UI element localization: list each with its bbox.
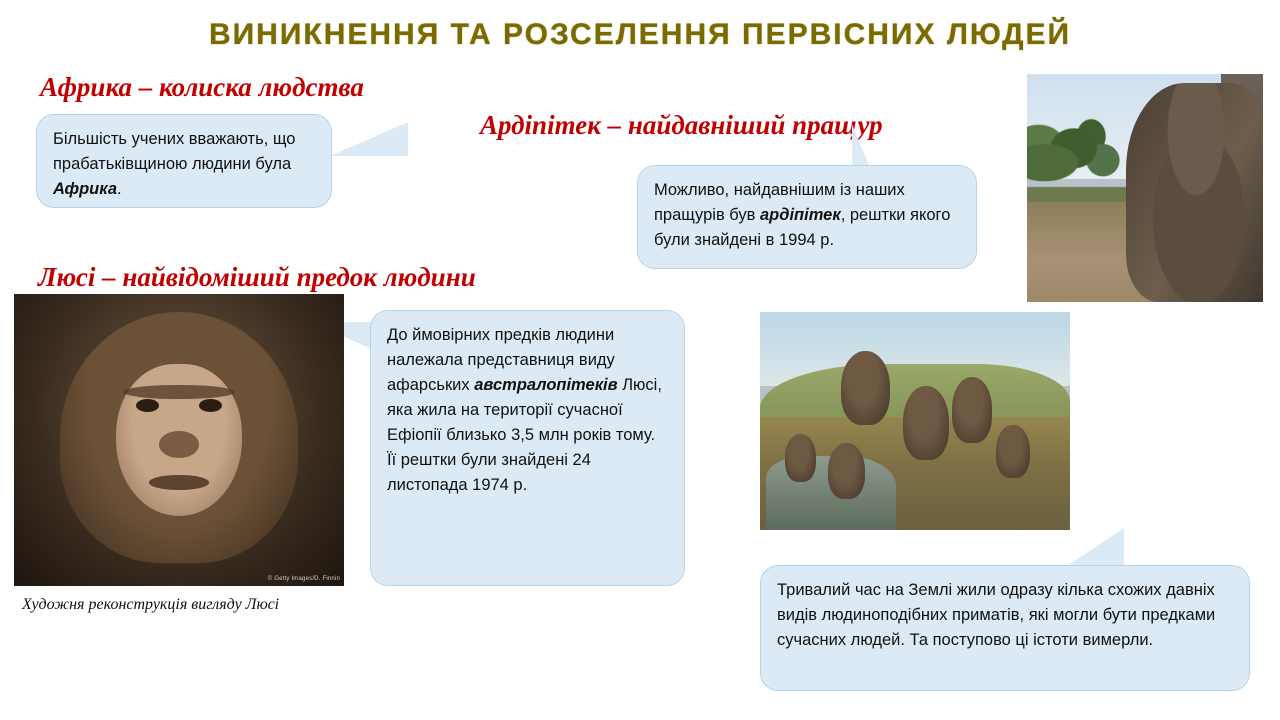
callout-lucy-emphasis: австралопітеків xyxy=(474,376,618,395)
primate-figure xyxy=(828,443,865,500)
callout-lucy-text-2: Люсі, яка жила на території сучасної Ефіопії близько 3,5 млн років тому. Її рештки були знайдені 24 листопада 1974 р. xyxy=(387,376,662,495)
heading-lucy: Люсі – найвідоміший предок людини xyxy=(38,262,476,292)
ardipithecus-image xyxy=(1027,74,1263,302)
callout-ardipitek-text-1: Можливо, найдавнішим із наших пращурів був xyxy=(654,181,905,225)
callout-lucy-text-1: До ймовірних предків людини належала представниця виду афарських xyxy=(387,326,615,395)
lucy-brow xyxy=(123,385,235,400)
primate-figure xyxy=(841,351,891,425)
lucy-reconstruction-image xyxy=(14,294,344,586)
lucy-image-caption: Художня реконструкція вигляду Люсі xyxy=(22,596,280,613)
callout-africa-text-1: Більшість учених вважають, що прабатьківщиною людини була xyxy=(53,130,296,174)
callout-species: Тривалий час на Землі жили одразу кілька схожих давніх видів людиноподібних приматів, які могли бути предками сучасних людей. Та поступово ці істоти вимерли. xyxy=(760,565,1250,691)
page-title: ВИНИКНЕННЯ ТА РОЗСЕЛЕННЯ ПЕРВІСНИХ ЛЮДЕЙ xyxy=(208,18,1072,51)
lucy-nose xyxy=(159,431,199,457)
callout-ardipitek-text-2: , рештки якого були знайдені в 1994 р. xyxy=(654,206,951,250)
callout-africa-text-2: . xyxy=(117,180,122,199)
primate-figure xyxy=(996,425,1030,477)
lucy-mouth xyxy=(149,475,208,490)
heading-africa: Африка – колиска людства xyxy=(40,72,364,102)
heading-ardipitek: Ардіпітек – найдавніший пращур xyxy=(480,110,883,140)
callout-africa-emphasis: Африка xyxy=(53,180,118,199)
callout-africa xyxy=(36,114,332,208)
callout-lucy xyxy=(370,310,685,586)
callout-tail-africa xyxy=(330,122,408,156)
callout-ardipitek xyxy=(637,165,977,269)
primate-figure xyxy=(903,386,950,460)
ardipithecus-figure xyxy=(1126,83,1263,302)
callout-ardipitek-emphasis: ардіпітек xyxy=(760,206,841,225)
primate-figure xyxy=(952,377,992,442)
lucy-image-credit: © Getty Images/D. Finnin xyxy=(267,576,340,582)
callout-tail-ardipitek xyxy=(852,124,870,168)
ancient-primates-image xyxy=(760,312,1070,530)
primate-figure xyxy=(785,434,816,482)
